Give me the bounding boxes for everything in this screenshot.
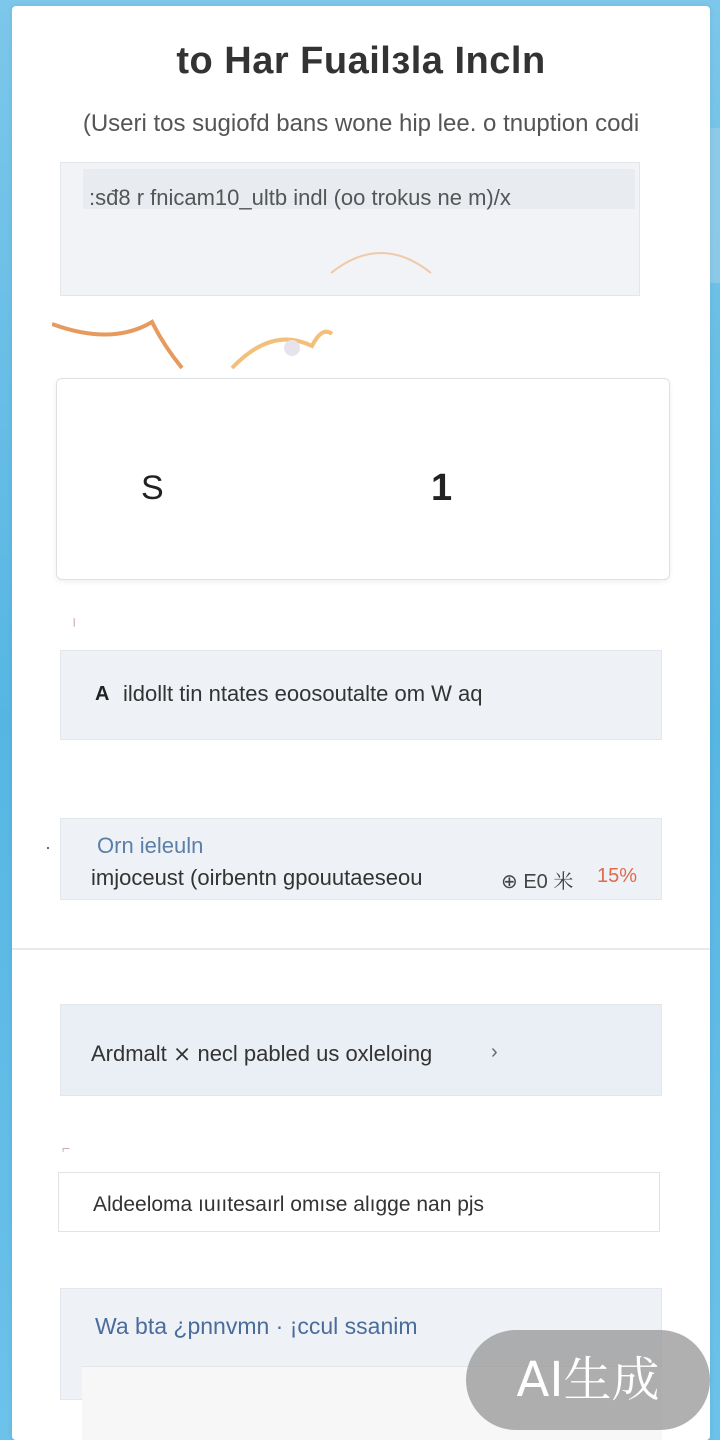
stat-card <box>56 378 670 580</box>
row-text: Aldeeloma ıuııtesaırl omıse alıgge nan pjs <box>93 1193 485 1216</box>
stat-left-value: S <box>141 469 164 507</box>
row-text: ildollt tin ntates eoosoutalte om W aq <box>123 681 483 706</box>
row-text: Ardmalt ⨯ necl pabled us oxleloing <box>91 1041 433 1066</box>
section-divider <box>12 948 710 950</box>
dropdown-row[interactable] <box>60 1004 662 1096</box>
bullet-icon: · <box>45 837 51 857</box>
pin-marker-icon: ╷ <box>70 610 79 626</box>
row-text: Wa bta ¿pnnvmn · ¡ccul ssanim <box>95 1313 418 1339</box>
row-lead-letter: A <box>95 683 110 705</box>
page-title: to Har Fuailɜla Incln <box>176 40 546 82</box>
list-item[interactable] <box>58 1172 660 1232</box>
row-label: Orn ieleuln <box>97 833 204 858</box>
pin-marker-icon: ⌐ <box>62 1140 71 1156</box>
ai-generated-badge: AI生成 <box>466 1330 710 1430</box>
stat-right-value: 1 <box>431 467 453 509</box>
search-value: :sđ8 r fnicam10_ultb indl (oo trokus ne m)/x <box>89 185 511 210</box>
list-item[interactable] <box>45 818 662 900</box>
row-percent-badge: 15% <box>597 865 638 887</box>
list-item[interactable] <box>60 650 662 740</box>
search-field[interactable] <box>60 162 640 296</box>
swirl-decoration <box>321 233 481 283</box>
row-text: imjoceust (oirbentn gpouutaeseou <box>91 865 423 890</box>
page-subtitle: (Useri tos sugiofd bans wone hip lee. o tnuption codi <box>82 110 640 137</box>
decorative-swirl-icon <box>52 306 352 378</box>
chevron-right-icon: › <box>491 1041 498 1063</box>
main-panel <box>12 6 710 1440</box>
row-meta: ⊕ E0 米 <box>501 871 574 893</box>
